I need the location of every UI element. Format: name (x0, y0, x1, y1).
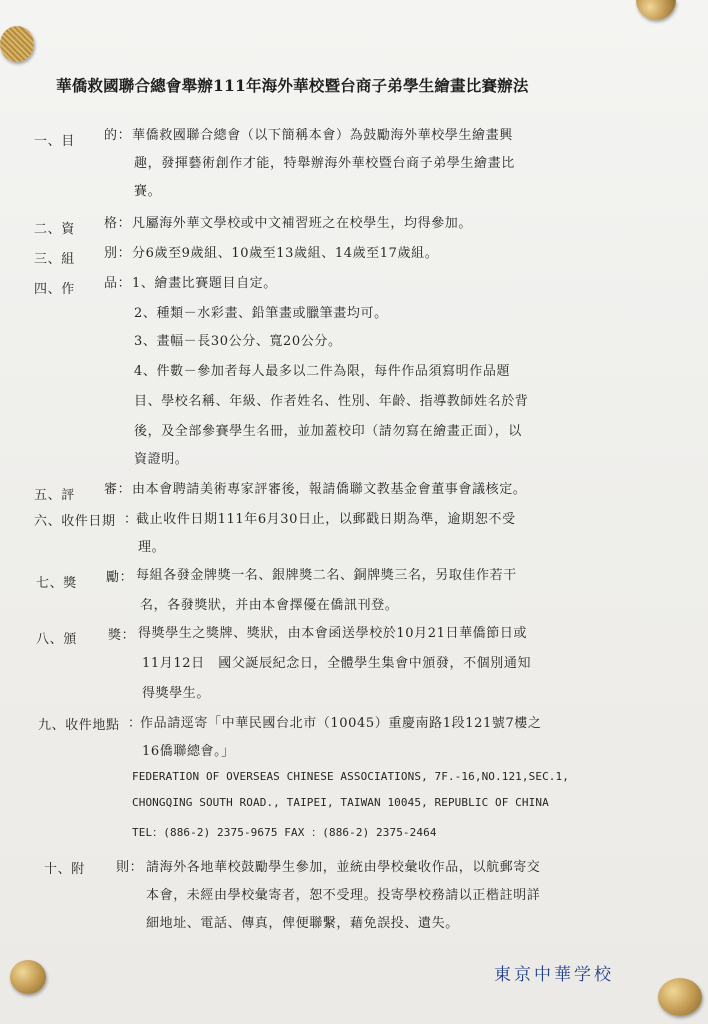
section-9-label: ： (128, 716, 142, 731)
section-10-label: 則： (116, 860, 144, 875)
pushpin-icon (636, 0, 676, 20)
section-10-line-3: 細地址、電話、傳真，俾便聯繫，藉免誤投、遺失。 (146, 916, 459, 931)
english-address-line-2: CHONGQING SOUTH ROAD., TAIPEI, TAIWAN 10045, REPUBLIC OF CHINA (132, 796, 549, 809)
section-4-line-6: 後，及全部參賽學生名冊，並加蓋校印（請勿寫在繪畫正面），以 (134, 424, 522, 439)
section-1-number: 一、目 (34, 134, 75, 149)
pushpin-icon (658, 978, 702, 1016)
section-7-label: 勵： (106, 570, 134, 585)
section-7-number: 七、獎 (36, 576, 77, 591)
section-8-label: 獎： (108, 628, 136, 643)
pushpin-icon (0, 26, 34, 62)
document-title: 華僑救國聯合總會舉辦111年海外華校暨台商子弟學生繪畫比賽辦法 (56, 76, 529, 95)
section-3-number: 三、組 (34, 252, 75, 267)
section-3-line-1: 分6歲至9歲組、10歲至13歲組、14歲至17歲組。 (132, 246, 439, 261)
section-8-line-2: 11月12日 國父誕辰紀念日，全體學生集會中頒發，不個別通知 (142, 656, 532, 671)
section-1-line-2: 趣，發揮藝術創作才能，特舉辦海外華校暨台商子弟學生繪畫比 (134, 156, 515, 171)
section-2-label: 格： (104, 216, 132, 231)
pushpin-icon (10, 960, 46, 994)
section-7-line-1: 每組各發金牌獎一名、銀牌獎二名、銅牌獎三名，另取佳作若干 (136, 568, 517, 583)
section-2-number: 二、資 (34, 222, 75, 237)
section-8-line-1: 得獎學生之獎牌、獎狀，由本會函送學校於10月21日華僑節日或 (138, 626, 528, 641)
section-10-line-2: 本會，未經由學校彙寄者，恕不受理。投寄學校務請以正楷註明詳 (146, 888, 541, 903)
section-1-label: 的： (104, 128, 132, 143)
section-5-line-1: 由本會聘請美術專家評審後，報請僑聯文教基金會董事會議核定。 (132, 482, 527, 497)
section-4-label: 品： (104, 276, 132, 291)
section-2-line-1: 凡屬海外華文學校或中文補習班之在校學生，均得參加。 (132, 216, 473, 231)
section-6-label: ： (124, 512, 138, 527)
section-10-line-1: 請海外各地華校鼓勵學生參加，並統由學校彙收作品，以航郵寄交 (146, 860, 541, 875)
section-6-number: 六、收件日期 (34, 514, 116, 529)
english-address-line-1: FEDERATION OF OVERSEAS CHINESE ASSOCIATIONS, 7F.-16,NO.121,SEC.1, (132, 770, 569, 783)
section-10-number: 十、附 (44, 862, 85, 877)
section-4-line-7: 資證明。 (134, 452, 189, 467)
section-7-line-2: 名，各發獎狀，并由本會擇優在僑訊刊登。 (140, 598, 399, 613)
contact-phone-fax: TEL：(886-2) 2375-9675 FAX ：(886-2) 2375-2464 (132, 826, 437, 839)
section-3-label: 別： (104, 246, 132, 261)
section-5-label: 審： (104, 482, 132, 497)
section-4-line-1: 1、繪畫比賽題目自定。 (132, 276, 277, 291)
section-4-number: 四、作 (34, 282, 75, 297)
section-6-line-1: 截止收件日期111年6月30日止，以郵戳日期為準，逾期恕不受 (136, 512, 516, 527)
section-8-number: 八、頒 (36, 632, 77, 647)
section-9-number: 九、收件地點 (38, 718, 120, 733)
section-5-number: 五、評 (34, 488, 75, 503)
section-4-line-2: 2、種類－水彩畫、鉛筆畫或臘筆畫均可。 (134, 306, 388, 321)
section-9-line-1: 作品請逕寄「中華民國台北市（10045）重慶南路1段121號7樓之 (140, 716, 542, 731)
section-1-line-3: 賽。 (134, 184, 162, 199)
section-8-line-3: 得獎學生。 (142, 686, 211, 701)
section-4-line-4: 4、件數－參加者每人最多以二件為限，每件作品須寫明作品題 (134, 364, 511, 379)
section-9-line-2: 16僑聯總會。」 (142, 744, 235, 759)
school-name-signature: 東京中華学校 (494, 965, 614, 985)
section-6-line-2: 理。 (138, 540, 166, 555)
section-4-line-3: 3、畫幅－長30公分、寬20公分。 (134, 334, 342, 349)
section-1-line-1: 華僑救國聯合總會（以下簡稱本會）為鼓勵海外華校學生繪畫興 (132, 128, 513, 143)
section-4-line-5: 目、學校名稱、年級、作者姓名、性別、年齡、指導教師姓名於背 (134, 394, 529, 409)
